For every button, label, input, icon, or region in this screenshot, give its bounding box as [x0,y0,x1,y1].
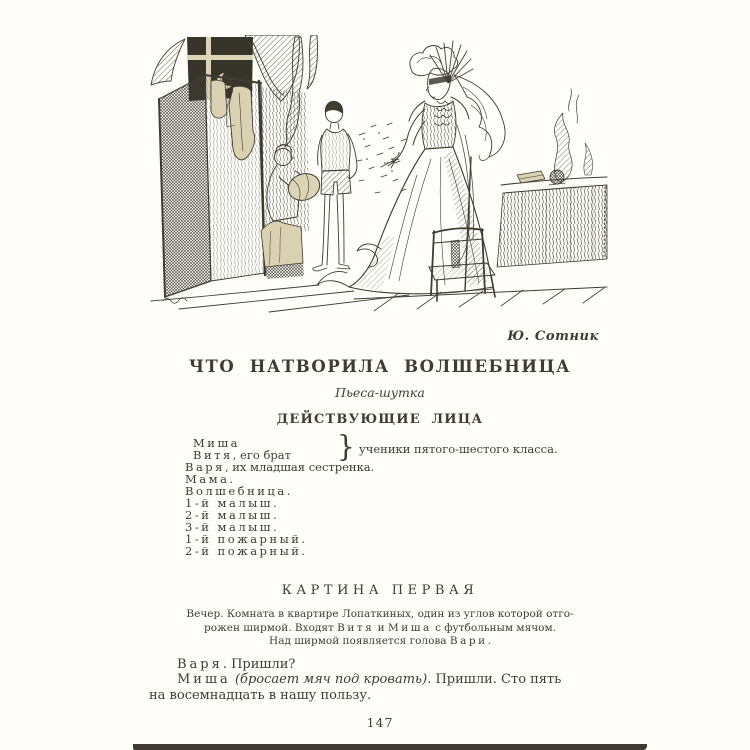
dialogue-text: . Пришли. Сто пять [427,672,562,687]
cast-member-desc: . [272,520,277,534]
author-credit: Ю. Сотник [507,329,599,344]
table [497,170,607,267]
character-name: Миша [387,621,432,634]
cast-member-desc: . [272,508,277,522]
play-subtitle: Пьеса-шутка [335,385,425,400]
cast-member-desc: . [272,496,277,510]
cast-member-name: 1-й пожарный [185,532,302,546]
dialogue-line [149,672,611,703]
cast-member-name: Мама [185,472,230,486]
cast-heading: ДЕЙСТВУЮЩИЕ ЛИЦА [276,412,484,427]
stage-direction-line [149,635,611,649]
cast-brace: } [337,429,355,464]
direction-text: рожен ширмой. Входят [204,621,338,634]
direction-text: с футбольным мячом. [431,621,556,634]
dialogue-text: . Пришли? [222,656,296,672]
page-content [149,0,611,730]
cast-member-desc: . [229,472,234,486]
dialogue-text: на восемнадцать в нашу пользу. [149,687,372,703]
cast-list [149,429,611,558]
cast-member-name: Витя [193,448,233,462]
cast-member-desc: , их младшая сестренка. [224,460,375,474]
character-name: Вари [449,635,488,647]
cast-brace-note: ученики пятого-шестого класса. [359,442,558,456]
book-bottom-shadow [133,744,647,750]
page-number: 147 [366,715,394,730]
cast-member-name: 2-й малыш [185,508,273,522]
smoke-flame [554,89,592,182]
stage-direction-line [149,608,611,622]
cast-member-name: Миша [193,436,240,450]
cast-row [185,461,611,473]
cast-member-name: Варя [185,460,225,474]
cast-member-name: 3-й малыш [185,520,273,534]
cast-member-desc: , его брат [232,448,291,462]
speaker-name: Варя [177,656,223,672]
direction-text: и [374,621,388,634]
direction-text: Над ширмой появляется голова [269,635,450,647]
speaker-name: Миша [177,672,231,687]
play-title: ЧТО НАТВОРИЛА ВОЛШЕБНИЦА [188,357,572,376]
dialogue-block [149,657,611,704]
scene-heading: КАРТИНА ПЕРВАЯ [281,583,479,598]
character-name: Витя [337,621,375,634]
book-page [133,0,617,744]
cast-member-desc: . [301,544,306,558]
cast-member-name: 2-й пожарный [185,544,302,558]
direction-text: . [487,635,491,647]
illustration [149,35,611,315]
cast-row [185,545,611,557]
cast-member-desc: . [286,484,291,498]
dialogue-line [149,657,611,673]
stage-directions [149,608,611,649]
alcove-backdrop [261,87,309,235]
magic-sparkles [357,123,406,193]
illustration-drawing [149,35,609,315]
cast-member-name: Волшебница [185,484,287,498]
cast-member-name: 1-й малыш [185,496,273,510]
inline-stage-direction: (бросает мяч под кровать) [234,672,428,687]
stage-direction-line [149,622,611,636]
direction-text: Вечер. Комната в квартире Лопаткиных, один из углов которой отго- [186,608,574,620]
cast-member-desc: . [301,532,306,546]
